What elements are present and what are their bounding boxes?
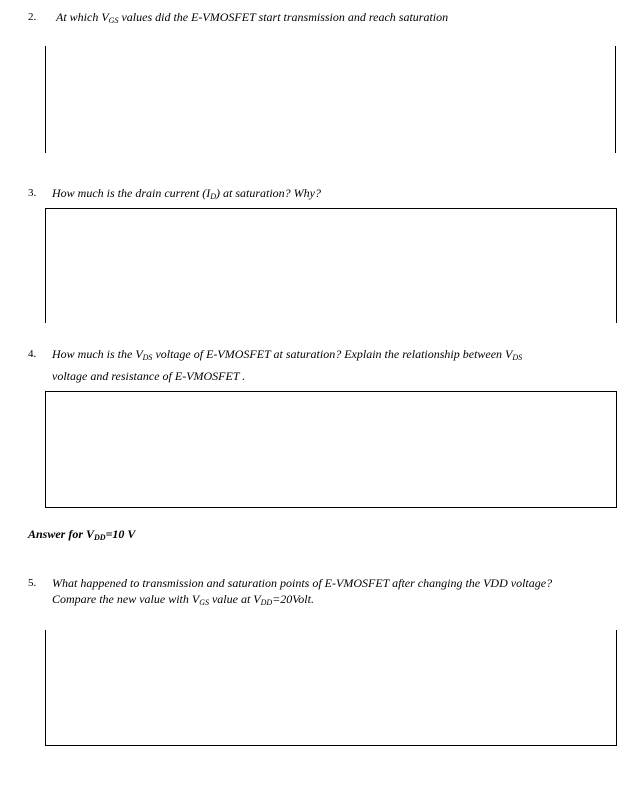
question-5-text-line2: Compare the new value with $V_{GS}$ value at $V_{DD}=20Volt$. bbox=[52, 592, 314, 607]
answer-header: Answer for $V_{DD}=10$ V bbox=[28, 527, 136, 542]
answer-box-2-left-border bbox=[45, 46, 46, 153]
question-3-number: 3. bbox=[28, 187, 37, 199]
question-4-text-line1: How much is the $V_{DS}$ voltage of E-VMOSFET at saturation? Explain the relationship between $V_{DS}$ bbox=[52, 347, 523, 362]
question-2-number: 2. bbox=[28, 11, 37, 23]
answer-box-5[interactable] bbox=[45, 630, 617, 746]
answer-box-3[interactable] bbox=[45, 208, 617, 323]
answer-box-4[interactable] bbox=[45, 391, 617, 508]
question-5-number: 5. bbox=[28, 577, 37, 589]
question-4-text-line2: voltage and resistance of E-VMOSFET . bbox=[52, 369, 246, 383]
question-3-text: How much is the drain current $(I_D)$ at saturation? Why? bbox=[52, 186, 321, 201]
question-5-text-line1: What happened to transmission and saturation points of E-VMOSFET after changing the VDD voltage? bbox=[52, 576, 553, 590]
question-4-number: 4. bbox=[28, 348, 37, 360]
question-2-text: At which $V_{GS}$ values did the E-VMOSFET start transmission and reach saturation bbox=[56, 10, 449, 25]
answer-box-2-right-border bbox=[615, 46, 616, 153]
